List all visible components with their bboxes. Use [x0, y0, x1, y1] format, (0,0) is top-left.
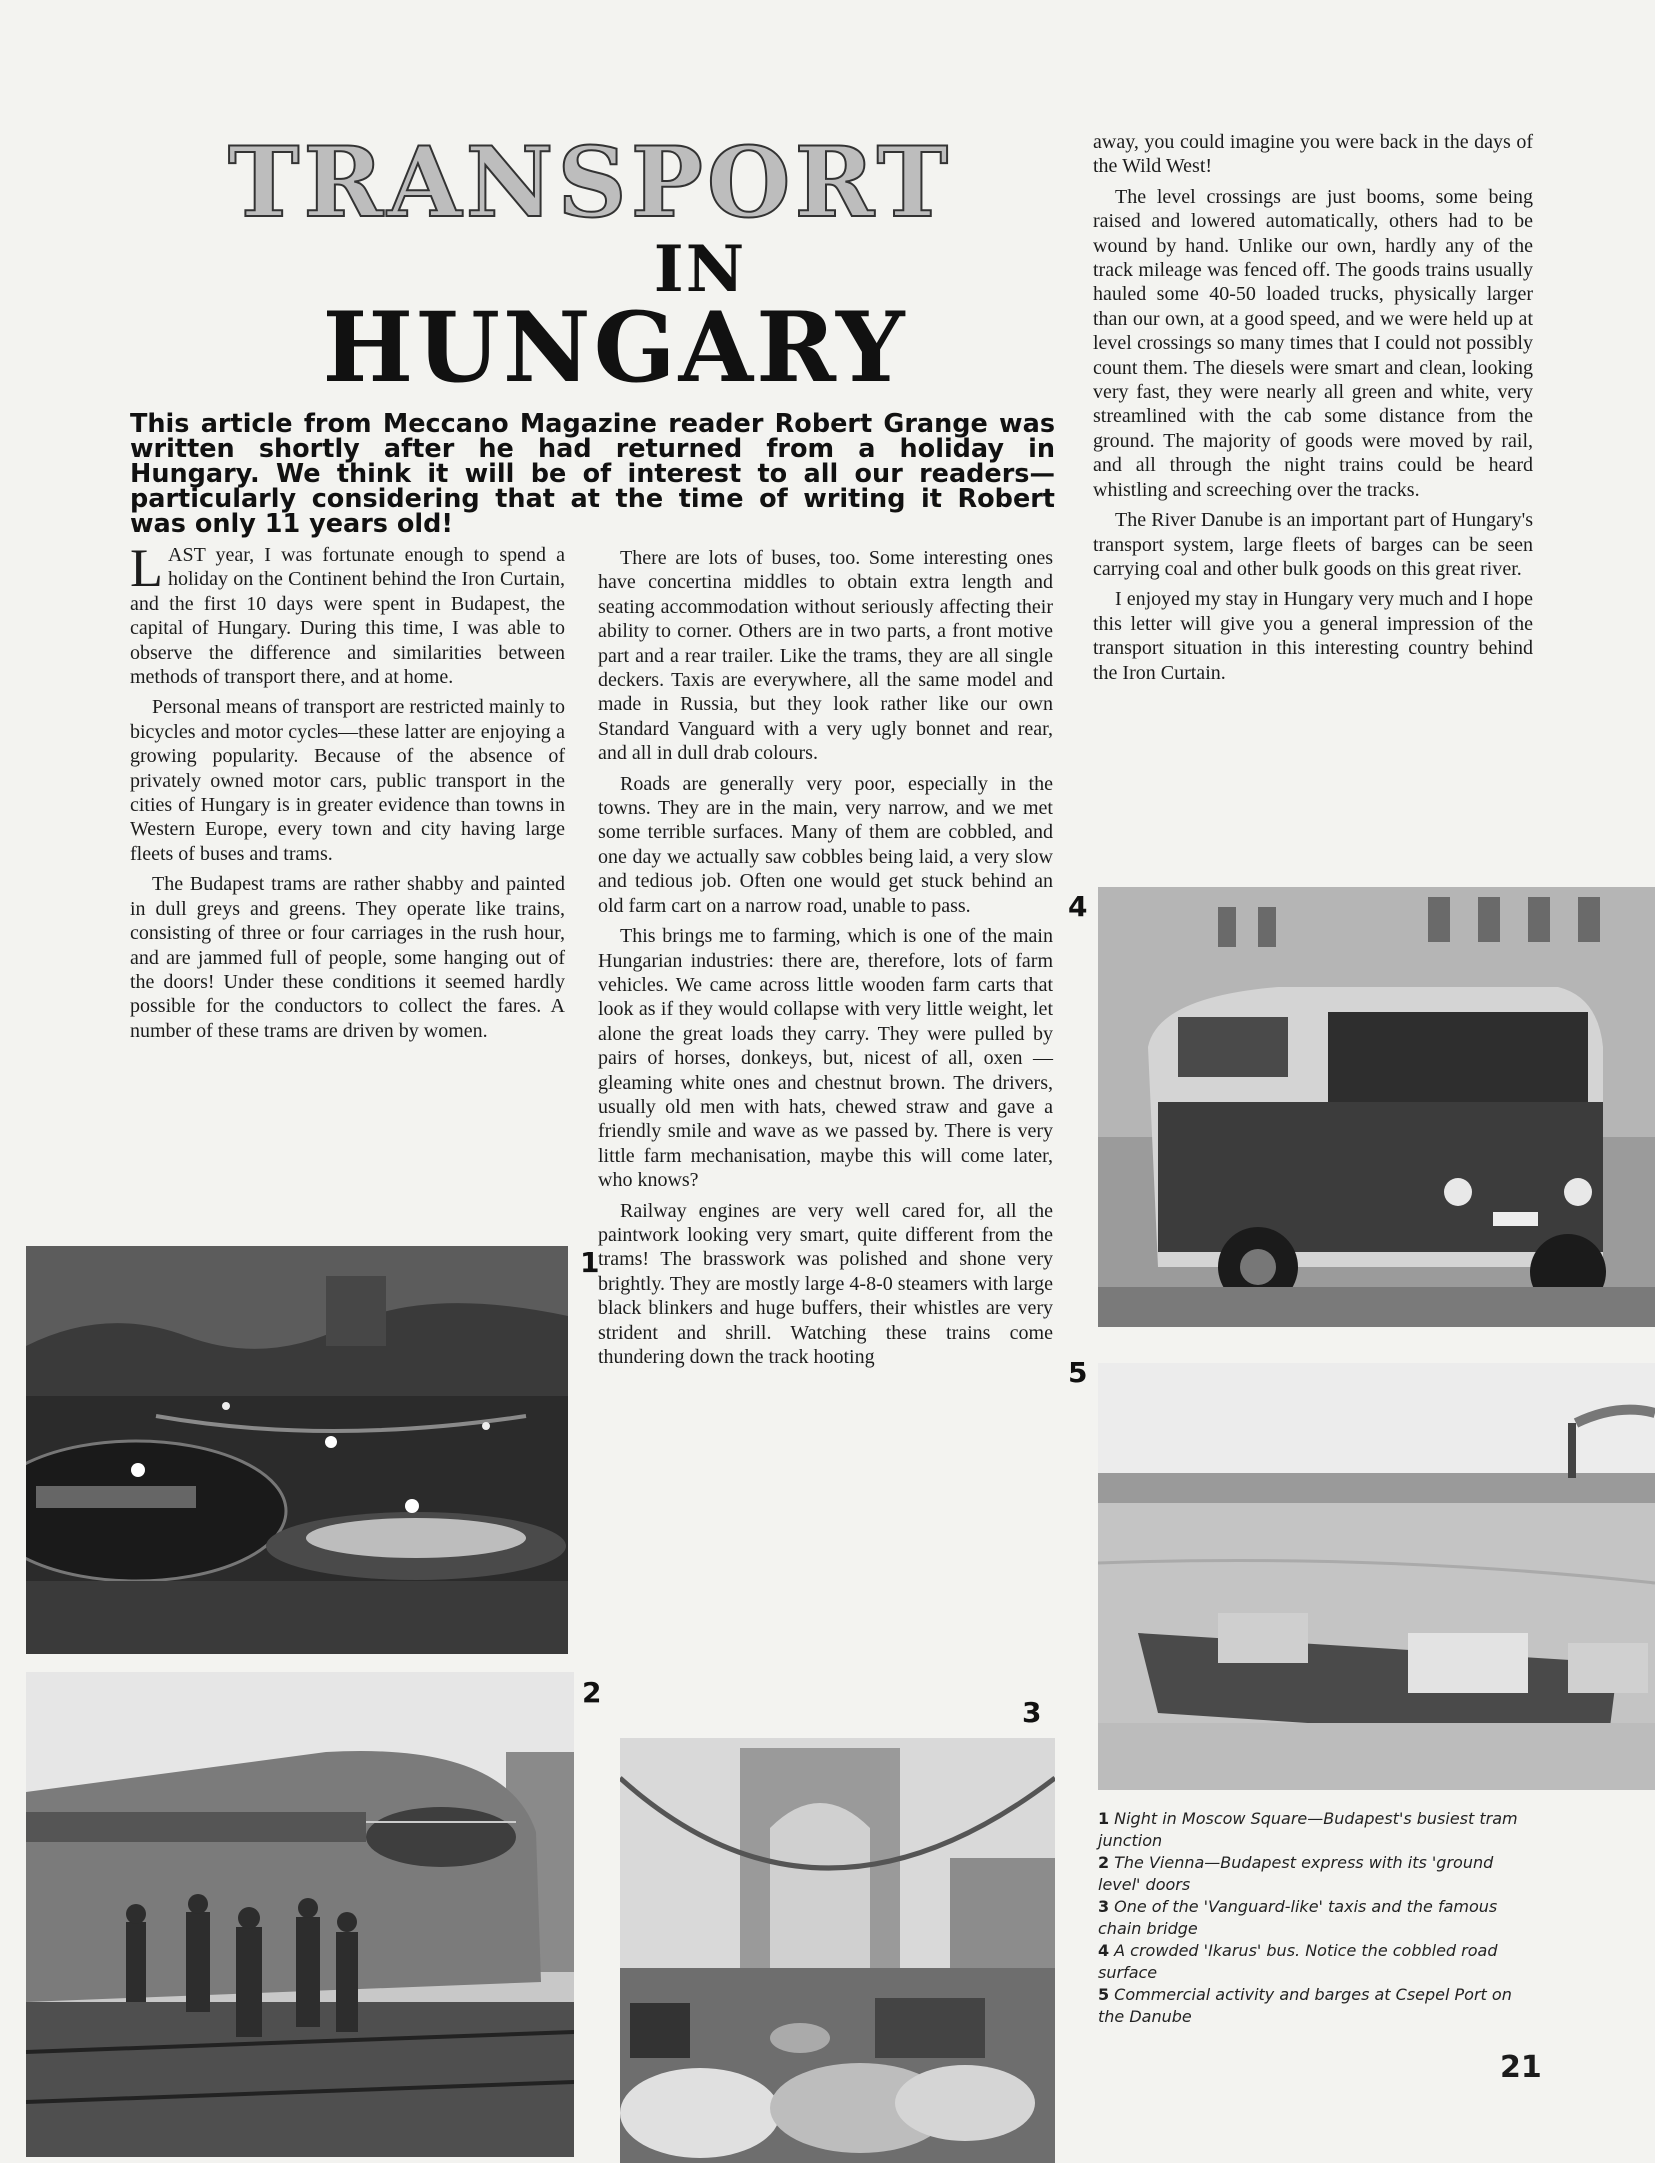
article-paragraph: The River Danube is an important part of Hungary's transport system, large fleets of barges can be seen carrying coal and other bulk goods on this great river. — [1093, 509, 1533, 580]
caption: 2 The Vienna—Budapest express with its 'ground level' doors — [1098, 1853, 1494, 1894]
article-paragraph: Roads are generally very poor, especially in the towns. They are in the main, very narrow, and we met some terrible surfaces. Many of them are cobbled, and one day we actually saw cobbles being laid, a very slow and tedious job. Often one would get stuck behind an old farm cart on a narrow road, unable to pass. — [598, 772, 1053, 917]
photo-moscow-square — [26, 1246, 568, 1654]
caption: 4 A crowded 'Ikarus' bus. Notice the cobbled road surface — [1098, 1941, 1498, 1982]
title-in: IN — [653, 232, 747, 307]
drop-cap: L — [130, 538, 163, 598]
article-paragraph: The level crossings are just booms, some being raised and lowered automatically, others had to be wound by hand. Unlike our own, hardly any of the track mileage was fenced off. The goods trains usually hauled some 40-50 loaded trucks, physically larger than our own, at a good speed, and we were held up at level crossings so many times that I could not possibly count them. The diesels were smart and clean, looking very fast, they were nearly all green and white, very streamlined with the cab some distance from the ground. The majority of goods were moved by rail, and all through the night trains could be heard whistling and screeching over the tracks. — [1093, 185, 1533, 501]
article-column-1 — [130, 538, 565, 1049]
article-paragraph: I enjoyed my stay in Hungary very much and I hope this letter will give you a general impression of the transport situation in this interesting country behind the Iron Curtain. — [1093, 588, 1533, 684]
photo-ikarus-bus — [1098, 887, 1655, 1327]
intro-paragraph: This article from Meccano Magazine reader Robert Grange was written shortly after he had returned from a holiday in Hungary. We think it will be of interest to all our readers—particularly considering that at the time of writing it Robert was only 11 years old! — [130, 409, 1055, 539]
page-number: 21 — [1500, 2050, 1542, 2085]
article-paragraph: Personal means of transport are restricted mainly to bicycles and motor cycles—these latter are enjoying a growing popularity. Because of the absence of privately owned motor cars, public transport in the cities of Hungary is in greater evidence than towns in Western Europe, every town and city having large fleets of buses and trams. — [130, 696, 565, 865]
article-column-2 — [598, 546, 1053, 1375]
photo-number: 4 — [1068, 890, 1088, 923]
article-paragraph: LAST year, I was fortunate enough to spend a holiday on the Continent behind the Iron Curtain, and the first 10 days were spent in Budapest, the capital of Hungary. During this time, I was able to observe the difference and similarities between methods of transport there, and at home. — [130, 538, 565, 689]
article-paragraph: There are lots of buses, too. Some interesting ones have concertina middles to obtain extra length and seating accommodation without seriously affecting their ability to corner. Others are in two parts, a front motive part and a rear trailer. Like the trams, they are all single deckers. Taxis are everywhere, all the same model and made in Russia, but they look rather like our own Standard Vanguard with a very ugly bonnet and rear, and all in dull drab colours. — [598, 547, 1053, 765]
article-paragraph: away, you could imagine you were back in the days of the Wild West! — [1093, 131, 1533, 178]
title-transport: TRANSPORT — [227, 126, 953, 239]
article-paragraph: The Budapest trams are rather shabby and painted in dull greys and greens. They operate like trains, consisting of three or four carriages in the rush hour, and are jammed full of people, some hanging out of the doors! Under these conditions it seemed hardly possible for the conductors to collect the fares. A number of these trams are driven by women. — [130, 873, 565, 1042]
photo-number: 2 — [582, 1676, 602, 1709]
photo-number: 5 — [1068, 1356, 1088, 1389]
photo-number: 3 — [1022, 1696, 1042, 1729]
photo-number: 1 — [580, 1246, 600, 1279]
caption: 3 One of the 'Vanguard-like' taxis and the famous chain bridge — [1098, 1897, 1498, 1938]
article-column-3 — [1093, 130, 1533, 691]
article-paragraph: This brings me to farming, which is one of the main Hungarian industries: there are, therefore, lots of farm vehicles. We came across little wooden farm carts that look as if they would collapse with very little weight, let alone the great loads they carry. They were pulled by pairs of horses, donkeys, but, nicest of all, oxen — gleaming white ones and chestnut brown. The drivers, usually old men with hats, chewed straw and gave a friendly smile and wave as we passed by. There is very little farm mechanisation, maybe this will come later, who knows? — [598, 925, 1053, 1192]
photo-captions — [1098, 1808, 1538, 2028]
photo-chain-bridge-taxis — [620, 1738, 1055, 2163]
caption: 5 Commercial activity and barges at Csepel Port on the Danube — [1098, 1985, 1512, 2026]
article-paragraph: Railway engines are very well cared for, all the paintwork looking very smart, quite different from the trams! The brasswork was polished and shone very brightly. They are mostly large 4-8-0 steamers with large black blinkers and huge buffers, their whistles are very strident and shrill. Watching these trains come thundering down the track hooting — [598, 1199, 1053, 1368]
title-hungary: HUNGARY — [322, 291, 908, 404]
photo-csepel-port-barges — [1098, 1363, 1655, 1790]
photo-vienna-budapest-express — [26, 1672, 574, 2157]
caption: 1 Night in Moscow Square—Budapest's busiest tram junction — [1098, 1809, 1518, 1850]
